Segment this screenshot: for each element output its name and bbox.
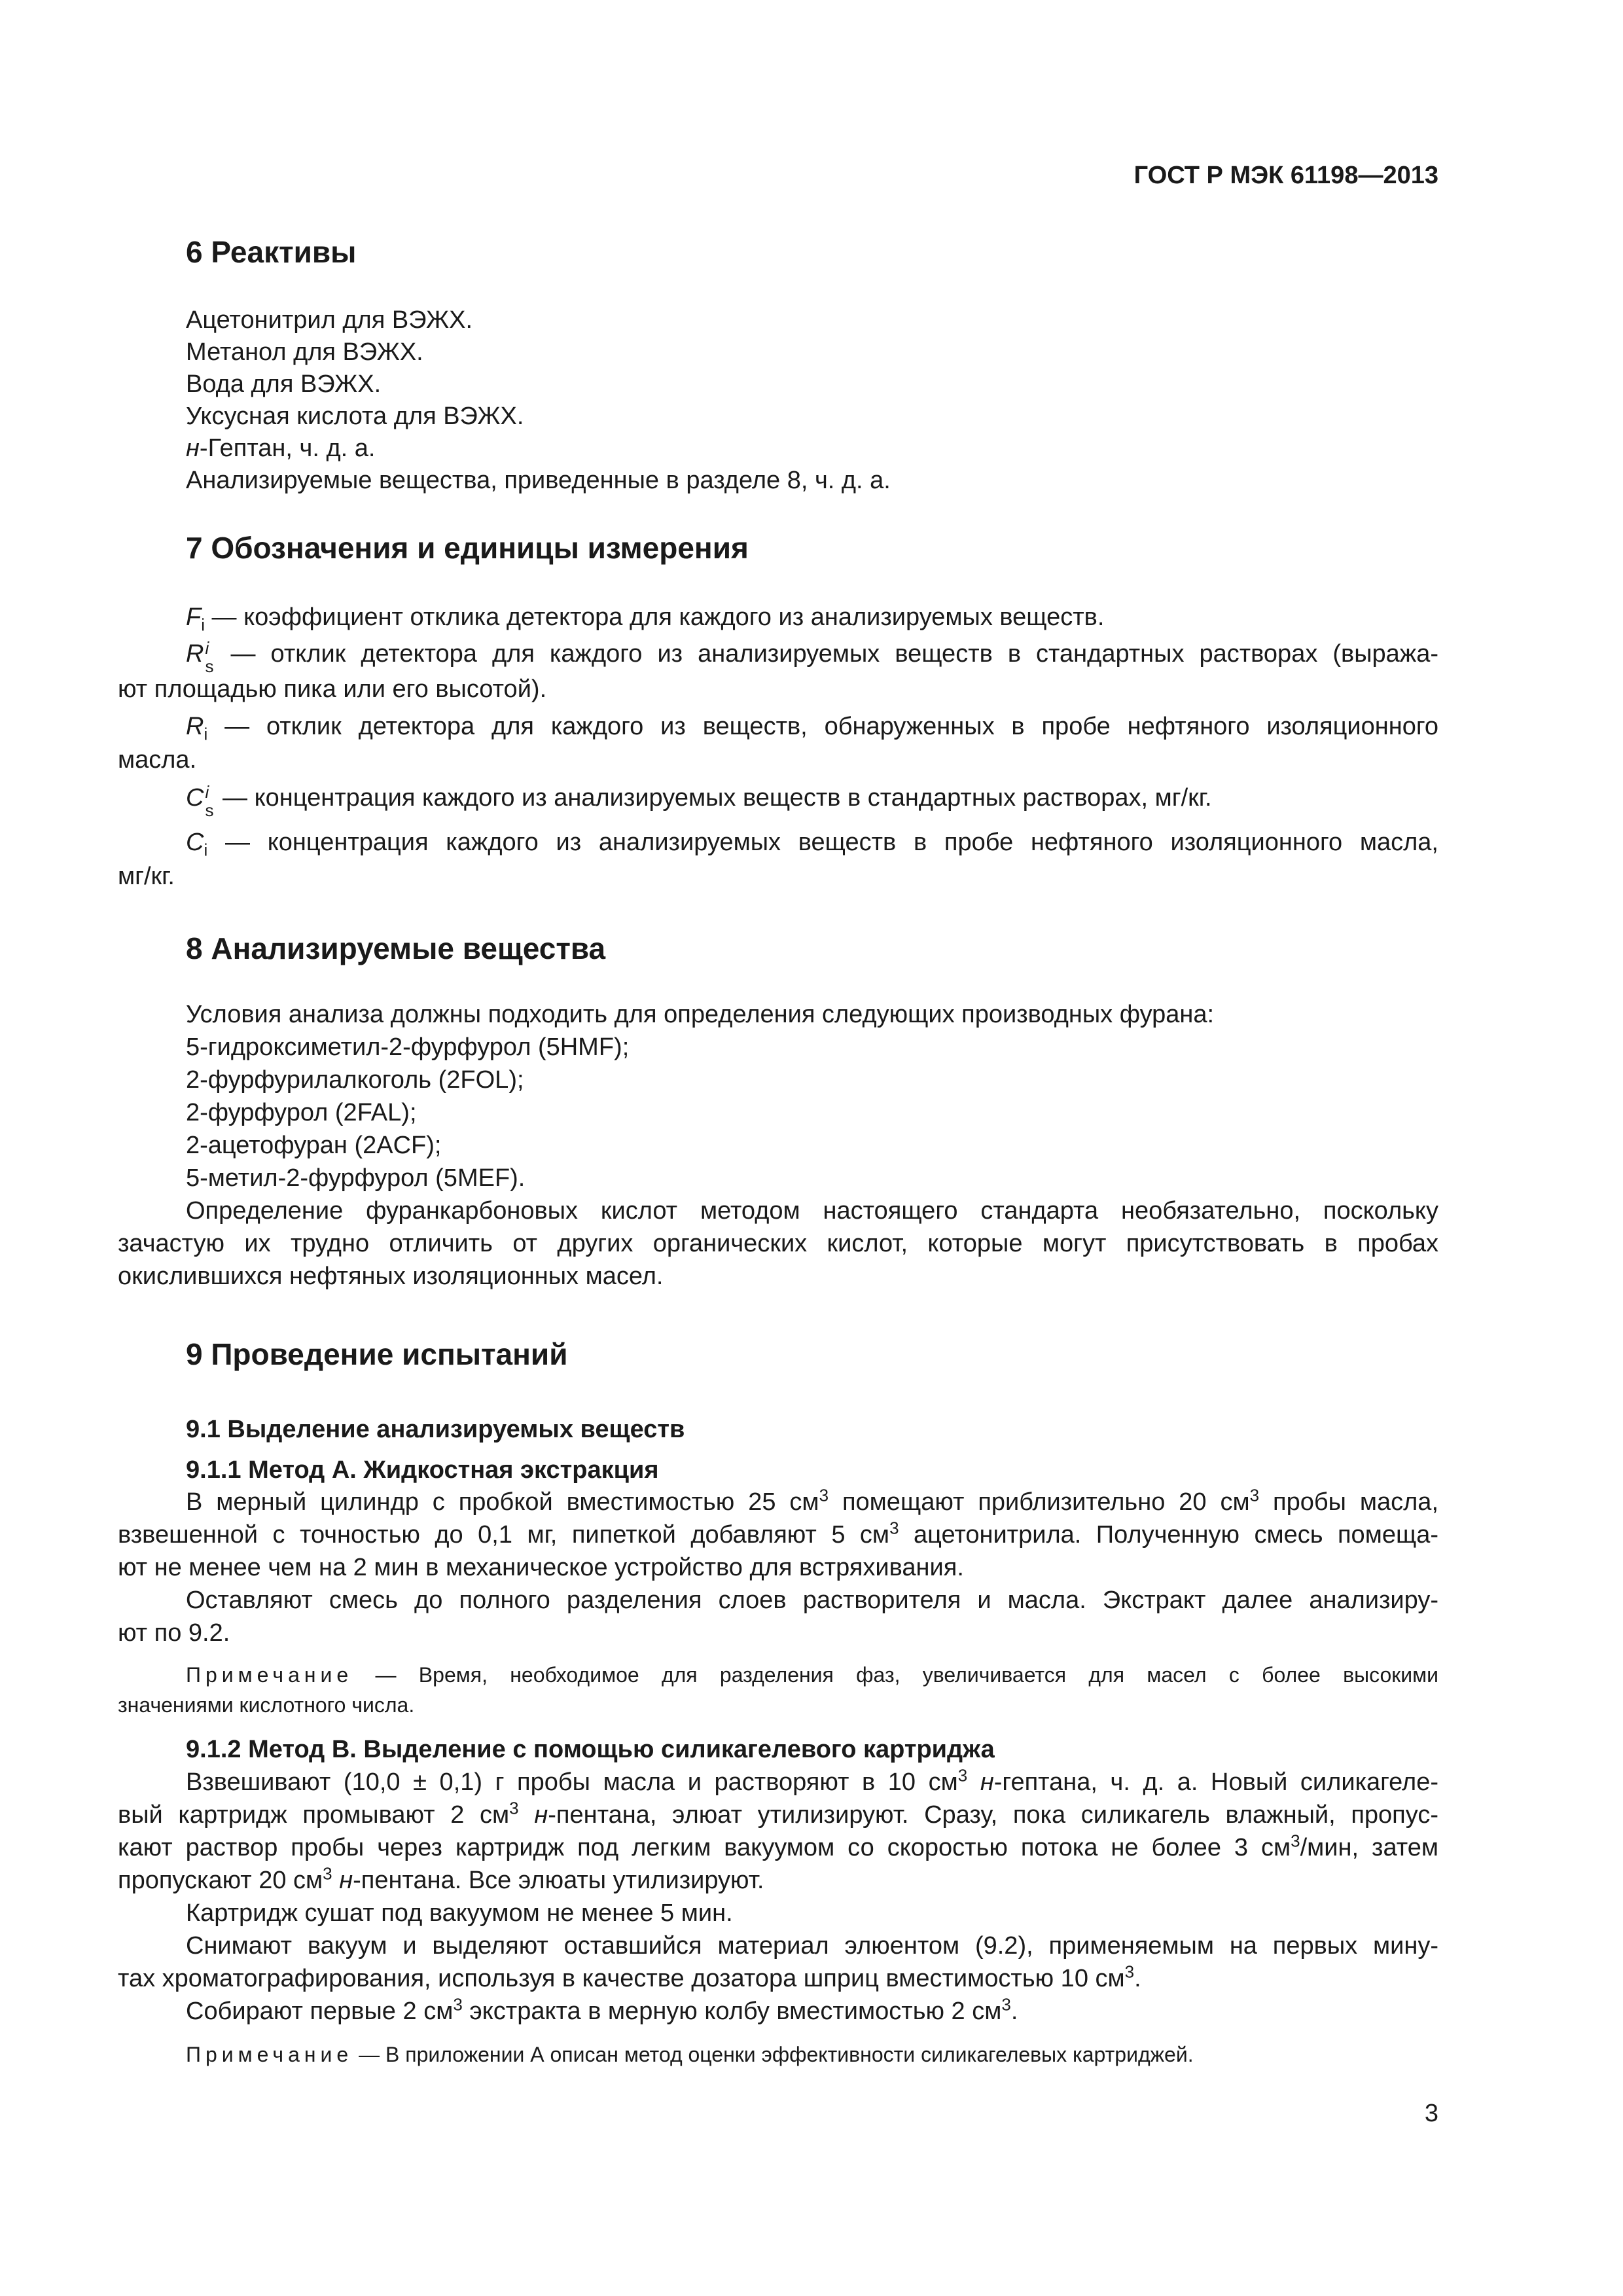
text-run: пробы масла,: [1259, 1488, 1439, 1516]
italic-prefix: н: [534, 1801, 548, 1829]
italic-prefix: н: [980, 1768, 994, 1796]
symbol-definition-cs: [186, 781, 1212, 820]
definition-continuation: ют площадью пика или его высотой).: [118, 675, 547, 703]
note-text: — Время, необходимое для разделения фаз, увеличивается для масел с более высокими: [353, 1663, 1438, 1687]
note-2: [186, 2040, 1194, 2069]
text-run: взвешенной с точностью до 0,1 мг, пипеткой добавляют 5 см: [118, 1521, 890, 1549]
symbol-definition-rs: [186, 637, 1438, 676]
paragraph-line: [118, 1518, 1438, 1551]
paragraph-line: [186, 1766, 1438, 1799]
reagent-item: Уксусная кислота для ВЭЖХ.: [186, 403, 524, 430]
text-run: пропускают 20 см: [118, 1867, 323, 1894]
symbol-subscript: s: [205, 800, 214, 820]
paragraph-line: Оставляют смесь до полного разделения слоев растворителя и масла. Экстракт далее анализиру-: [186, 1587, 1438, 1614]
paragraph-line: окислившихся нефтяных изоляционных масел.: [118, 1263, 664, 1290]
text-run: экстракта в мерную колбу вместимостью 2 см: [462, 1998, 1002, 2025]
symbol-superscript: i: [205, 638, 209, 658]
text-run: -гептана, ч. д. а. Новый силикагеле-: [993, 1768, 1439, 1796]
section-6-title: 6 Реактивы: [186, 235, 357, 269]
text-run: .: [1010, 1998, 1018, 2025]
note-text: — В приложении А описан метод оценки эффективности силикагелевых картриджей.: [353, 2043, 1194, 2066]
subsection-9-1-2-title: 9.1.2 Метод В. Выделение с помощью силикагелевого картриджа: [186, 1736, 995, 1763]
reagent-item: Метанол для ВЭЖХ.: [186, 338, 423, 366]
superscript: 3: [819, 1485, 829, 1505]
superscript: 3: [957, 1765, 968, 1785]
italic-prefix: н: [186, 435, 200, 462]
section-8-title: 8 Анализируемые вещества: [186, 931, 606, 965]
paragraph-line: [186, 1995, 1018, 2028]
text-run: -пентана. Все элюаты утилизируют.: [353, 1867, 764, 1894]
paragraph-line: Снимают вакуум и выделяют оставшийся материал элюентом (9.2), применяемым на первых мину-: [186, 1932, 1438, 1960]
text-run: .: [1134, 1965, 1141, 1992]
text-run: Собирают первые 2 см: [186, 1998, 454, 2025]
symbol: R: [186, 640, 204, 668]
document-code: ГОСТ Р МЭК 61198—2013: [1133, 162, 1438, 189]
analyte-item: 2-фурфурол (2FAL);: [186, 1099, 417, 1126]
note-1-continuation: значениями кислотного числа.: [118, 1693, 415, 1717]
text-run: В мерный цилиндр с пробкой вместимостью 25 см: [186, 1488, 819, 1516]
page-number: 3: [1424, 2100, 1438, 2127]
analyte-item: 2-фурфурилалкоголь (2FOL);: [186, 1066, 524, 1094]
superscript: 3: [323, 1863, 332, 1884]
reagent-item: Ацетонитрил для ВЭЖХ.: [186, 306, 473, 334]
analyte-item: 5-метил-2-фурфурол (5MEF).: [186, 1164, 526, 1192]
section-9-title: 9 Проведение испытаний: [186, 1337, 568, 1371]
paragraph-line: [118, 1864, 764, 1897]
definition-continuation: мг/кг.: [118, 863, 175, 890]
superscript: 3: [1291, 1831, 1300, 1851]
paragraph-line: зачастую их трудно отличить от других органических кислот, которые могут присутствовать в пробах: [118, 1230, 1438, 1257]
text-run: кают раствор пробы через картридж под легким вакуумом со скоростью потока не более 3 см: [118, 1834, 1291, 1861]
note-1: [186, 1660, 1438, 1689]
analyte-intro: Условия анализа должны подходить для определения следующих производных фурана:: [186, 1001, 1215, 1028]
reagent-item: Вода для ВЭЖХ.: [186, 370, 382, 398]
symbol: C: [186, 784, 204, 812]
superscript: 3: [509, 1798, 519, 1818]
symbol: C: [186, 829, 204, 856]
subsection-9-1-1-title: 9.1.1 Метод А. Жидкостная экстракция: [186, 1456, 659, 1484]
text-run: Взвешивают (10,0 ± 0,1) г пробы масла и растворяют в 10 см: [186, 1768, 958, 1796]
reagent-item: [186, 432, 375, 465]
definition-text: — концентрация каждого из анализируемых веществ в пробе нефтяного изоляционного масла,: [207, 829, 1438, 856]
definition-text: — отклик детектора для каждого из веществ, обнаруженных в пробе нефтяного изоляционного: [207, 713, 1438, 740]
paragraph-line: [118, 1831, 1438, 1864]
superscript: 3: [889, 1518, 899, 1538]
symbol-definition-f: [186, 601, 1104, 634]
reagent-item: Анализируемые вещества, приведенные в разделе 8, ч. д. а.: [186, 467, 891, 494]
symbol-indices: [204, 638, 215, 676]
text-run: /мин, затем: [1300, 1834, 1439, 1861]
paragraph-line: [118, 1799, 1438, 1831]
paragraph-line: ют по 9.2.: [118, 1619, 230, 1647]
superscript: 3: [1124, 1962, 1135, 1982]
italic-prefix: н: [339, 1867, 353, 1894]
symbol: F: [186, 603, 202, 631]
symbol-subscript: i: [204, 724, 208, 744]
definition-text: — концентрация каждого из анализируемых веществ в стандартных растворах, мг/кг.: [215, 784, 1212, 812]
symbol-indices: [204, 782, 215, 820]
text-run: -пентана, элюат утилизируют. Сразу, пока силикагель влажный, пропус-: [548, 1801, 1438, 1829]
paragraph-line: [186, 1486, 1438, 1518]
paragraph-line: ют не менее чем на 2 мин в механическое устройство для встряхивания.: [118, 1554, 964, 1581]
symbol-superscript: i: [205, 782, 209, 802]
definition-text: — коэффициент отклика детектора для каждого из анализируемых веществ.: [205, 603, 1105, 631]
symbol-subscript: i: [201, 615, 205, 635]
paragraph-line: [118, 1962, 1141, 1995]
text-run: тах хроматографирования, используя в качестве дозатора шприц вместимостью 10 см: [118, 1965, 1125, 1992]
analyte-item: 5-гидроксиметил-2-фурфурол (5HMF);: [186, 1033, 630, 1061]
superscript: 3: [1249, 1485, 1260, 1505]
reagent-text: -Гептан, ч. д. а.: [199, 435, 376, 462]
symbol-subscript: i: [204, 840, 208, 860]
analyte-item: 2-ацетофуран (2ACF);: [186, 1132, 442, 1159]
note-label: Примечание: [186, 2043, 353, 2066]
text-run: ацетонитрила. Полученную смесь помеща-: [899, 1521, 1439, 1549]
definition-text: — отклик детектора для каждого из анализируемых веществ в стандартных растворах (выража-: [215, 640, 1438, 668]
symbol-definition-ri: [186, 710, 1438, 743]
definition-continuation: масла.: [118, 746, 197, 774]
superscript: 3: [453, 1994, 463, 2015]
text-run: вый картридж промывают 2 см: [118, 1801, 510, 1829]
symbol-definition-ci: [186, 826, 1438, 859]
note-label: Примечание: [186, 1663, 353, 1687]
symbol-subscript: s: [205, 656, 214, 676]
subsection-9-1-title: 9.1 Выделение анализируемых веществ: [186, 1416, 685, 1443]
text-run: помещают приблизительно 20 см: [829, 1488, 1250, 1516]
paragraph-line: Определение фуранкарбоновых кислот методом настоящего стандарта необязательно, поскольку: [186, 1197, 1438, 1225]
paragraph-line: Картридж сушат под вакуумом не менее 5 мин.: [186, 1899, 733, 1927]
superscript: 3: [1001, 1994, 1011, 2015]
symbol: R: [186, 713, 204, 740]
section-7-title: 7 Обозначения и единицы измерения: [186, 531, 749, 565]
